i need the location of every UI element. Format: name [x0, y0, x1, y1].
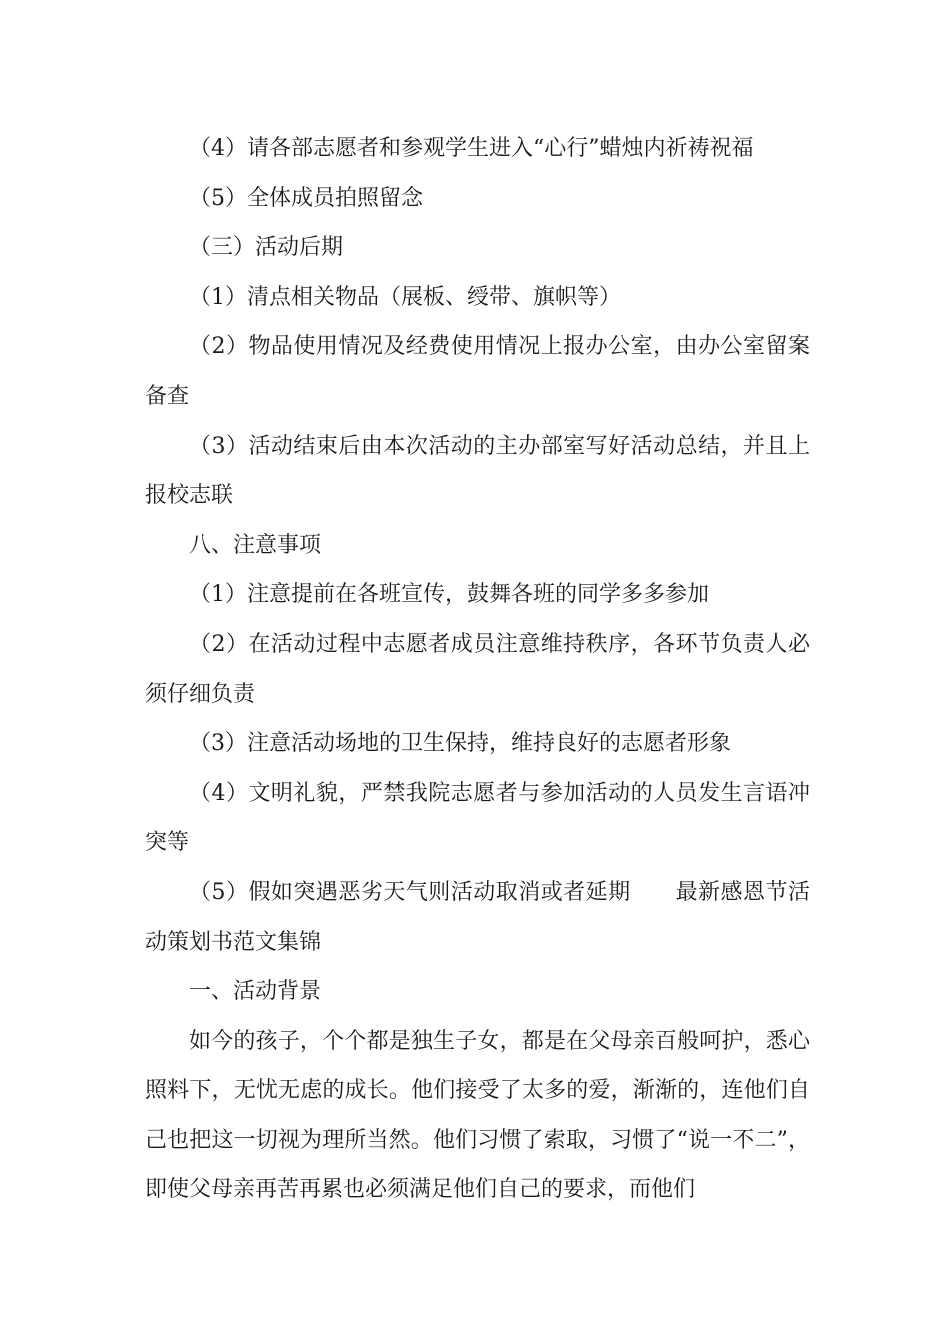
paragraph-step-5-group-photo: （5）全体成员拍照留念 — [189, 185, 423, 211]
paragraph-precaution-3-hygiene: （3）注意活动场地的卫生保持，维持良好的志愿者形象 — [189, 731, 731, 757]
paragraph-post-step-2-report-office: （2）物品使用情况及经费使用情况上报办公室，由办公室留案备查 — [145, 334, 810, 409]
section-heading-background: 一、活动背景 — [189, 979, 322, 1005]
paragraph-precaution-5-weather: （5）假如突遇恶劣天气则活动取消或者延期 最新感恩节活动策划书范文集锦 — [145, 879, 810, 955]
section-heading-post-activity: （三）活动后期 — [189, 235, 344, 261]
paragraph-background-body: 如今的孩子，个个都是独生子女，都是在父母亲百般呵护，悉心照料下，无忧无虑的成长。他们接受了太多的爱，渐渐的，连他们自己也把这一切视为理所当然。他们习惯了索取，习惯了“说一不二”，即使父母亲再苦再累也必须满足他们自己的要求，而他们 — [145, 1028, 810, 1203]
paragraph-precaution-2-order: （2）在活动过程中志愿者成员注意维持秩序，各环节负责人必须仔细负责 — [145, 631, 810, 707]
paragraph-precaution-4-civility: （4）文明礼貌，严禁我院志愿者与参加活动的人员发生言语冲突等 — [145, 780, 810, 856]
document-body — [145, 124, 810, 1215]
paragraph-post-step-1-inventory: （1）清点相关物品（展板、绶带、旗帜等） — [189, 284, 621, 310]
paragraph-precaution-1-publicity: （1）注意提前在各班宣传，鼓舞各班的同学多多参加 — [189, 582, 709, 608]
paragraph-step-4-candle-prayer: （4）请各部志愿者和参观学生进入“心行”蜡烛内祈祷祝福 — [189, 136, 754, 161]
paragraph-post-step-3-summary: （3）活动结束后由本次活动的主办部室写好活动总结，并且上报校志联 — [145, 433, 810, 509]
section-heading-precautions: 八、注意事项 — [189, 532, 322, 558]
